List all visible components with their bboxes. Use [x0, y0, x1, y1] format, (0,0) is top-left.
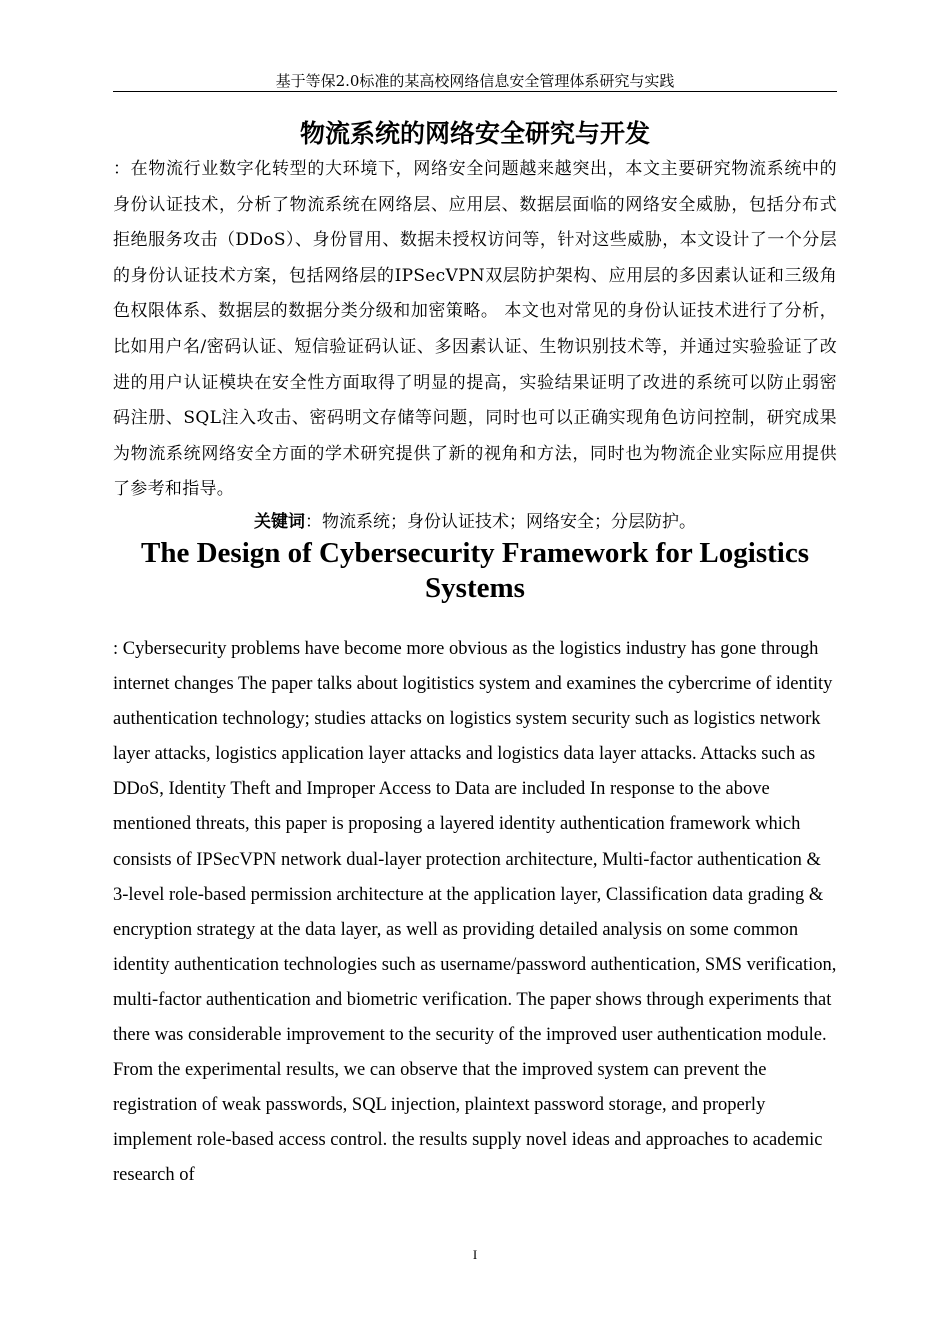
- english-title: The Design of Cybersecurity Framework for Logistics Systems: [141, 537, 809, 604]
- chinese-abstract: ：在物流行业数字化转型的大环境下，网络安全问题越来越突出，本文主要研究物流系统中的身份认证技术，分析了物流系统在网络层、应用层、数据层面临的网络安全威胁，包括分布式拒绝服务攻击（DDoS）、身份冒用、数据未授权访问等，针对这些威胁，本文设计了一个分层的身份认证技术方案，包括网络层的IPSecVPN双层防护架构、应用层的多因素认证和三级角色权限体系、数据层的数据分类分级和加密策略。 本文也对常见的身份认证技术进行了分析，比如用户名/密码认证、短信验证码认证、多因素认证、生物识别技术等，并通过实验验证了改进的用户认证模块在安全性方面取得了明显的提高，实验结果证明了改进的系统可以防止弱密码注册、SQL注入攻击、密码明文存储等问题，同时也可以正确实现角色访问控制，研究成果为物流系统网络安全方面的学术研究提供了新的视角和方法，同时也为物流企业实际应用提供了参考和指导。: [113, 159, 837, 500]
- keywords-label: 关键词: [254, 512, 305, 532]
- header-divider: [113, 91, 837, 92]
- page-number: I: [472, 1247, 478, 1262]
- chinese-title: 物流系统的网络安全研究与开发: [299, 119, 650, 148]
- chinese-keywords: [113, 507, 837, 532]
- keywords-text: ：物流系统；身份认证技术；网络安全；分层防护。: [305, 512, 696, 532]
- running-header: 基于等保2.0标准的某高校网络信息安全管理体系研究与实践: [275, 72, 675, 90]
- english-abstract: : Cybersecurity problems have become more obvious as the logistics industry has gone through internet changes The paper talks about logitistics system and examines the cybercrime of identity authentication technology; studies attacks on logistics system security such as logistics network layer attacks, logistics application layer attacks and logistics data layer attacks. Attacks such as DDoS, Identity Theft and Improper Access to Data are included In response to the above mentioned threats, this paper is proposing a layered identity authentication framework which consists of IPSecVPN network dual-layer protection architecture, Multi-factor authentication & 3-level role-based permission architecture at the application layer, Classification data grading & encryption strategy at the data layer, as well as providing detailed analysis on some common identity authentication technologies such as username/password authentication, SMS verification, multi-factor authentication and biometric verification. The paper shows through experiments that there was considerable improvement to the security of the improved user authentication module. From the experimental results, we can observe that the improved system can prevent the registration of weak passwords, SQL injection, plaintext password storage, and properly implement role-based access control. the results supply novel ideas and approaches to academic research of: [113, 639, 837, 1186]
